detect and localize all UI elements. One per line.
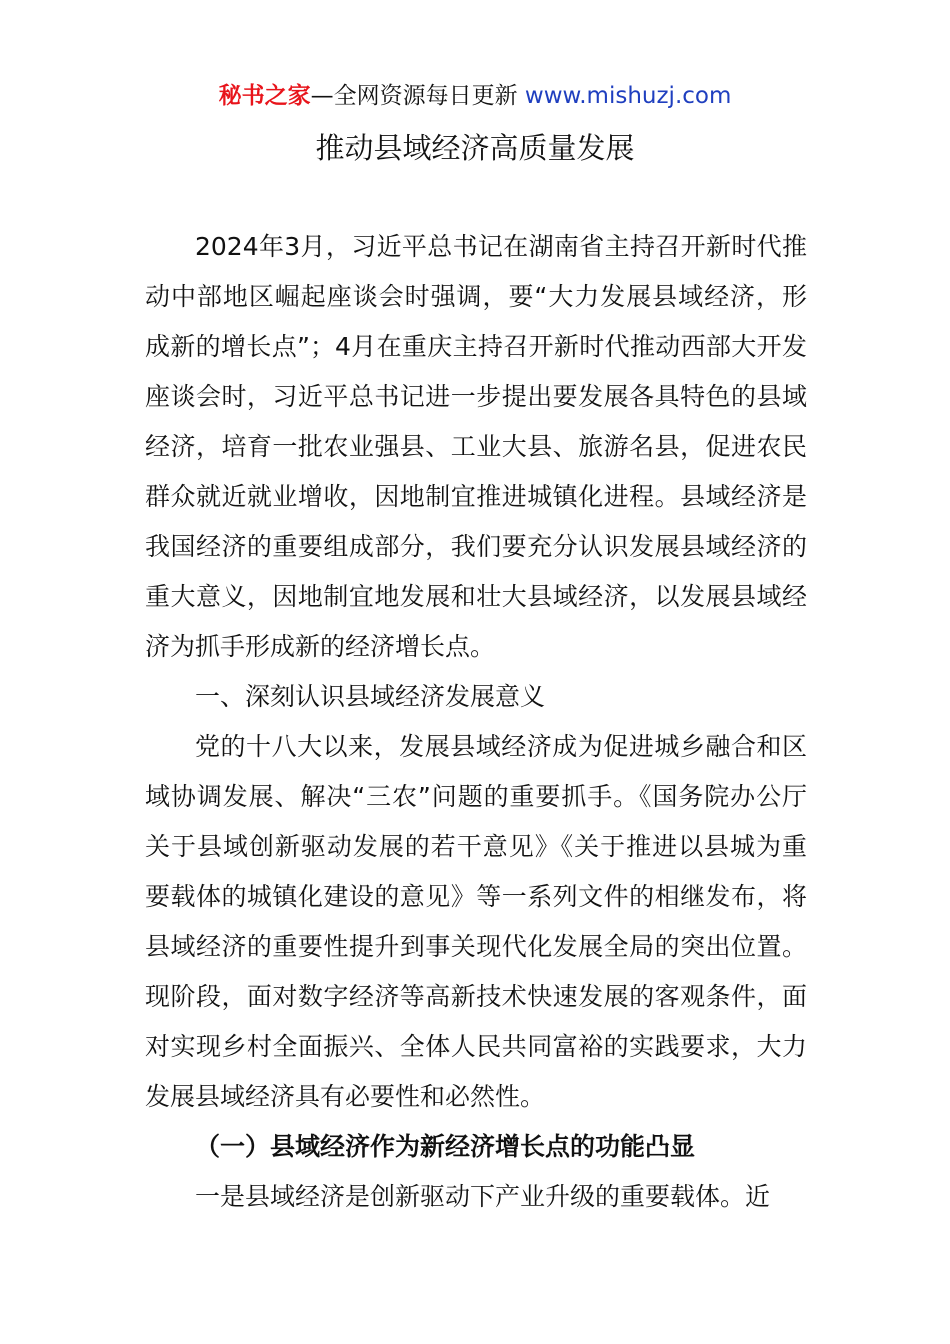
section-heading: 一、深刻认识县域经济发展意义 (195, 682, 546, 711)
document-title: 推动县域经济高质量发展 (315, 131, 635, 165)
site-brand: 秘书之家 (218, 83, 311, 109)
subsection-heading: （一）县域经济作为新经济增长点的功能凸显 (195, 1132, 696, 1161)
site-tagline: —全网资源每日更新 (310, 83, 518, 109)
site-url[interactable]: www.mishuzj.com (524, 83, 732, 109)
document-body (145, 222, 807, 1222)
subsection-paragraph: 一是县域经济是创新驱动下产业升级的重要载体。近 (195, 1182, 771, 1211)
intro-paragraph: 2024年3月，习近平总书记在湖南省主持召开新时代推动中部地区崛起座谈会时强调，要“大力发展县域经济，形成新的增长点”；4月在重庆主持召开新时代推动西部大开发座谈会时，习近平总书记进一步提出要发展各具特色的县域经济，培育一批农业强县、工业大县、旅游名县，促进农民群众就近就业增收，因地制宜推进城镇化进程。县域经济是我国经济的重要组成部分，我们要充分认识发展县域经济的重大意义，因地制宜地发展和壮大县域经济，以发展县域经济为抓手形成新的经济增长点。 (145, 232, 807, 661)
section-paragraph: 党的十八大以来，发展县域经济成为促进城乡融合和区域协调发展、解决“三农”问题的重要抓手。《国务院办公厅关于县域创新驱动发展的若干意见》《关于推进以县城为重要载体的城镇化建设的意见》等一系列文件的相继发布，将县域经济的重要性提升到事关现代化发展全局的突出位置。现阶段，面对数字经济等高新技术快速发展的客观条件，面对实现乡村全面振兴、全体人民共同富裕的实践要求，大力发展县域经济具有必要性和必然性。 (145, 732, 807, 1111)
site-banner (0, 80, 950, 112)
